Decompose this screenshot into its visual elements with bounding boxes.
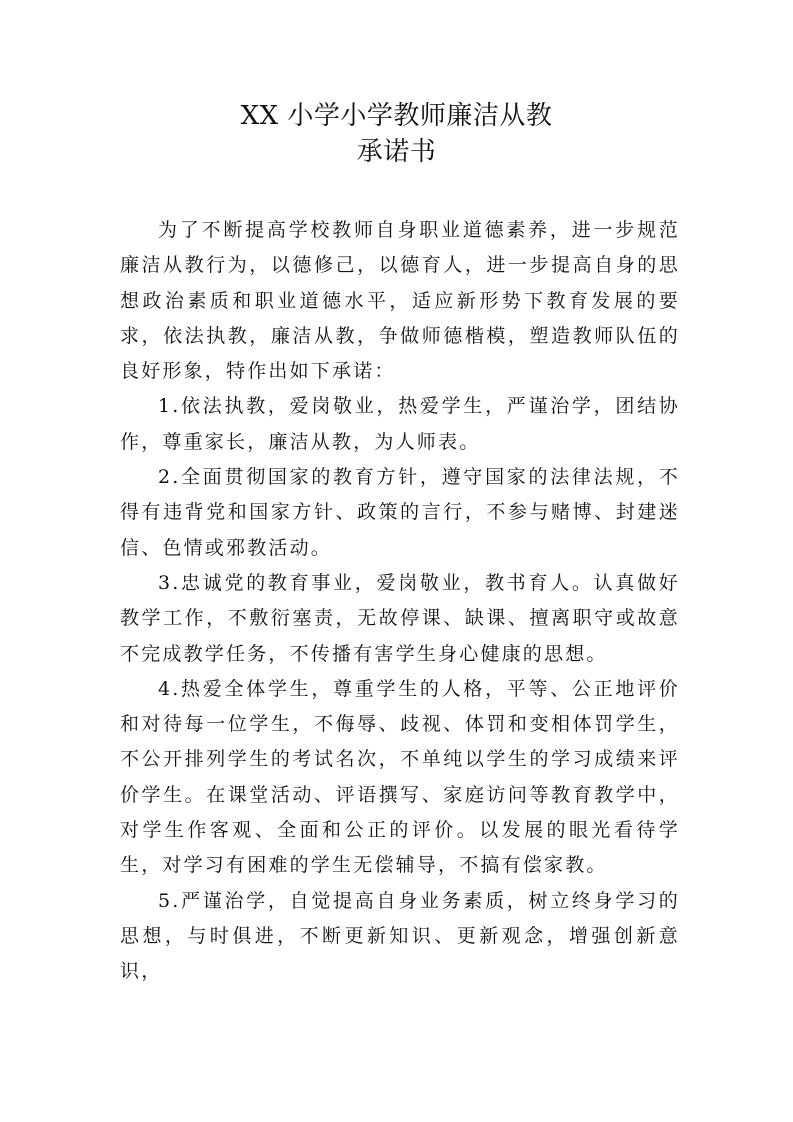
paragraph-item-1: 1.依法执教，爱岗敬业，热爱学生，严谨治学，团结协作，尊重家长，廉洁从教，为人师表。	[120, 395, 680, 453]
document-body	[120, 213, 680, 990]
title-line-2: 承诺书	[356, 137, 437, 167]
paragraph-item-5: 5.严谨治学，自觉提高自身业务素质，树立终身学习的思想，与时俱进，不断更新知识、更新观念，增强创新意识，	[120, 889, 680, 983]
paragraph-item-4: 4.热爱全体学生，尊重学生的人格，平等、公正地评价和对待每一位学生，不侮辱、歧视、体罚和变相体罚学生，不公开排列学生的考试名次，不单纯以学生的学习成绩来评价学生。在课堂活动、评语撰写、家庭访问等教育教学中，对学生作客观、全面和公正的评价。以发展的眼光看待学生，对学习有困难的学生无偿辅导，不搞有偿家教。	[120, 677, 680, 877]
paragraph-item-3: 3.忠诚党的教育事业，爱岗敬业，教书育人。认真做好教学工作，不敷衍塞责，无故停课、缺课、擅离职守或故意不完成教学任务，不传播有害学生身心健康的思想。	[120, 571, 680, 665]
document-title	[0, 98, 793, 170]
paragraph-item-2: 2.全面贯彻国家的教育方针，遵守国家的法律法规，不得有违背党和国家方针、政策的言行，不参与赌博、封建迷信、色情或邪教活动。	[120, 466, 680, 559]
paragraph-intro: 为了不断提高学校教师自身职业道德素养，进一步规范廉洁从教行为，以德修己，以德育人，进一步提高自身的思想政治素质和职业道德水平，适应新形势下教育发展的要求，依法执教，廉洁从教，争做师德楷模，塑造教师队伍的良好形象，特作出如下承诺：	[120, 219, 680, 383]
title-line-1: XX 小学小学教师廉洁从教	[240, 101, 553, 131]
